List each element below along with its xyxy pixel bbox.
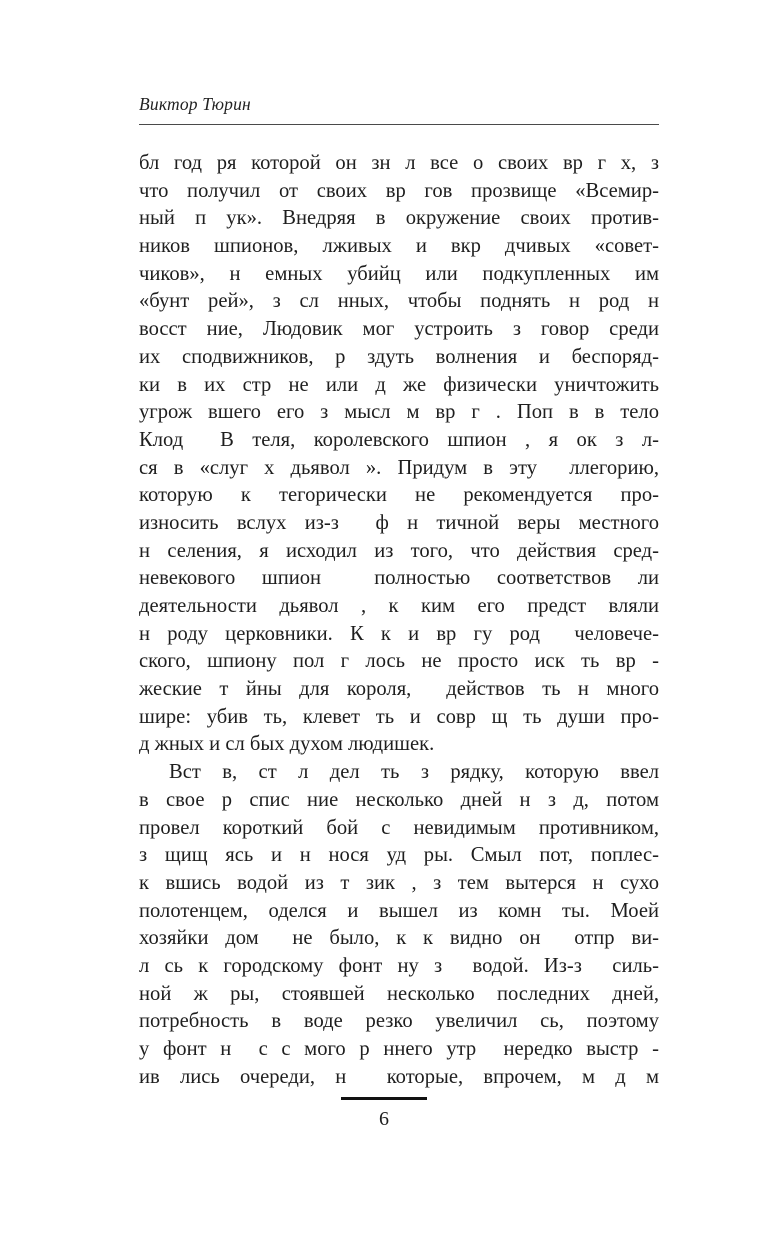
text-line: д жных и сл бых духом людишек. bbox=[139, 733, 435, 756]
text-line: провел короткий бой с невидимым противником, bbox=[139, 816, 659, 839]
text-line: чиков», н емных убийц или подкупленных им bbox=[139, 262, 659, 285]
text-line: бл год ря которой он зн л все о своих вр г х, з bbox=[139, 152, 659, 174]
text-line: потребность в воде резко увеличил сь, поэтому bbox=[139, 1010, 659, 1033]
text-line: шире: убив ть, клевет ть и совр щ ть души про- bbox=[139, 705, 659, 728]
text-line: износить вслух из-з ф н тичной веры местного bbox=[139, 511, 659, 534]
text-line: «бунт рей», з сл нных, чтобы поднять н род н bbox=[139, 290, 659, 313]
text-line: что получил от своих вр гов прозвище «Всемир- bbox=[139, 179, 659, 202]
footer-rule bbox=[341, 1097, 427, 1100]
text-line: жеские т йны для короля, действов ть н много bbox=[139, 678, 659, 701]
text-line: восст ние, Людовик мог устроить з говор среди bbox=[139, 318, 659, 341]
text-line: ся в «слуг х дьявол ». Придум в эту ллегорию, bbox=[139, 456, 659, 479]
text-line: ников шпионов, лживых и вкр дчивых «совет- bbox=[139, 235, 659, 258]
text-line: хозяйки дом не было, к к видно он отпр ви- bbox=[139, 927, 659, 950]
text-line: з щищ ясь и н нося уд ры. Смыл пот, поплес- bbox=[139, 844, 659, 867]
text-line: у фонт н с с мого р ннего утр нередко выстр - bbox=[139, 1038, 659, 1060]
header-rule bbox=[139, 124, 659, 125]
text-line: угрож вшего его з мысл м вр г . Поп в в тело bbox=[139, 401, 659, 424]
text-line: Вст в, ст л дел ть з рядку, которую ввел bbox=[169, 761, 659, 784]
text-line: н роду церковники. К к и вр гу род человече- bbox=[139, 622, 659, 645]
text-line: ный п ук». Внедряя в окружение своих против- bbox=[139, 207, 659, 230]
text-line: ского, шпиону пол г лось не просто иск ть вр - bbox=[139, 650, 659, 673]
text-line: деятельности дьявол , к ким его предст вляли bbox=[139, 595, 659, 617]
text-line: в свое р спис ние несколько дней н з д, потом bbox=[139, 788, 659, 811]
text-line: н селения, я исходил из того, что действия сред- bbox=[139, 539, 659, 562]
text-line: невекового шпион полностью соответствов ли bbox=[139, 567, 659, 590]
page-body bbox=[139, 150, 659, 1091]
text-line: ной ж ры, стоявшей несколько последних дней, bbox=[139, 982, 659, 1005]
text-line: л сь к городскому фонт ну з водой. Из-з силь- bbox=[139, 954, 659, 977]
text-line: которую к тегорически не рекомендуется про- bbox=[139, 484, 659, 507]
text-line: полотенцем, оделся и вышел из комн ты. Моей bbox=[139, 899, 659, 922]
text-line: ки в их стр не или д же физически уничтожить bbox=[139, 373, 659, 396]
page-number: 6 bbox=[379, 1108, 389, 1130]
text-line: Клод В теля, королевского шпион , я ок з л- bbox=[139, 428, 659, 451]
text-line: к вшись водой из т зик , з тем вытерся н сухо bbox=[139, 871, 659, 894]
text-line: ив лись очереди, н которые, впрочем, м д м bbox=[139, 1065, 659, 1088]
running-head-author: Виктор Тюрин bbox=[139, 94, 251, 114]
text-line: их сподвижников, р здуть волнения и беспоряд- bbox=[139, 345, 659, 368]
